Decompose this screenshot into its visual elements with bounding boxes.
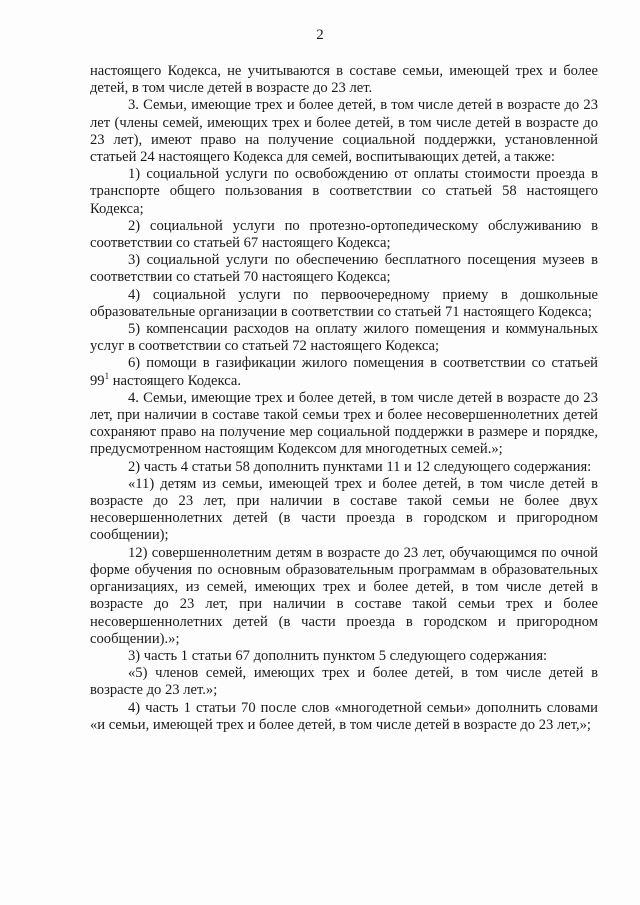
list-item: 3) социальной услуги по обеспечению бесплатного посещения музеев в соответствии со статьей 70 настоящего Кодекса; (90, 252, 598, 286)
paragraph: 2) часть 4 статьи 58 дополнить пунктами 11 и 12 следующего содержания: (128, 458, 592, 475)
document-body (90, 63, 598, 734)
paragraph: 3. Семьи, имеющие трех и более детей, в том числе детей в возрасте до 23 лет (члены семей, имеющих трех и более детей, в том числе детей в возрасте до 23 лет), имеют право на получение социальной поддержки, установленной статьей 24 настоящего Кодекса для семей, воспитывающих детей, а также: (90, 97, 598, 166)
paragraph-text: настоящего Кодекса. (109, 372, 241, 389)
list-item: 1) социальной услуги по освобождению от оплаты стоимости проезда в транспорте общего пользования в соответствии со статьей 58 настоящего Кодекса; (90, 166, 598, 217)
list-item: «11) детям из семьи, имеющей трех и более детей, в том числе детей в возрасте до 23 лет, при наличии в составе такой семьи не более двух несовершеннолетних детей (в части проезда в городском и пригородном сообщении); (90, 475, 598, 544)
paragraph-text: 6) помощи в газификации жилого помещения в соответствии со статьей 99 (90, 355, 598, 389)
list-item: 2) социальной услуги по протезно-ортопедическому обслуживанию в соответствии со статьей 67 настоящего Кодекса; (90, 217, 598, 252)
superscript: 1 (104, 370, 110, 381)
list-item: 12) совершеннолетним детям в возрасте до 23 лет, обучающимся по очной форме обучения по основным образовательным программам в образовательных организациях, из семей, имеющих трех и более детей, в том числе детей в возрасте до 23 лет, при наличии в составе такой семьи трех и более несовершеннолетних детей (в части проезда в городском и пригородном сообщении).»; (90, 544, 598, 647)
list-item (90, 355, 598, 389)
paragraph: настоящего Кодекса, не учитываются в составе семьи, имеющей трех и более детей, в том числе детей в возрасте до 23 лет. (90, 63, 598, 97)
list-item: 5) компенсации расходов на оплату жилого помещения и коммунальных услуг в соответствии со статьей 72 настоящего Кодекса; (90, 321, 598, 355)
list-item: «5) членов семей, имеющих трех и более детей, в том числе детей в возрасте до 23 лет.»; (90, 665, 598, 699)
paragraph: 4. Семьи, имеющие трех и более детей, в том числе детей в возрасте до 23 лет, при наличии в составе такой семьи трех и более несовершеннолетних детей сохраняют право на получение мер социальной поддержки в размере и порядке, предусмотренном настоящим Кодексом для многодетных семей.»; (90, 389, 598, 458)
page-number: 2 (316, 27, 324, 43)
paragraph: 3) часть 1 статьи 67 дополнить пунктом 5 следующего содержания: (128, 647, 548, 664)
paragraph: 4) часть 1 статьи 70 после слов «многодетной семьи» дополнить словами «и семьи, имеющей трех и более детей, в том числе детей в возрасте до 23 лет,»; (90, 699, 598, 733)
list-item: 4) социальной услуги по первоочередному приему в дошкольные образовательные организации в соответствии со статьей 71 настоящего Кодекса; (90, 286, 598, 320)
